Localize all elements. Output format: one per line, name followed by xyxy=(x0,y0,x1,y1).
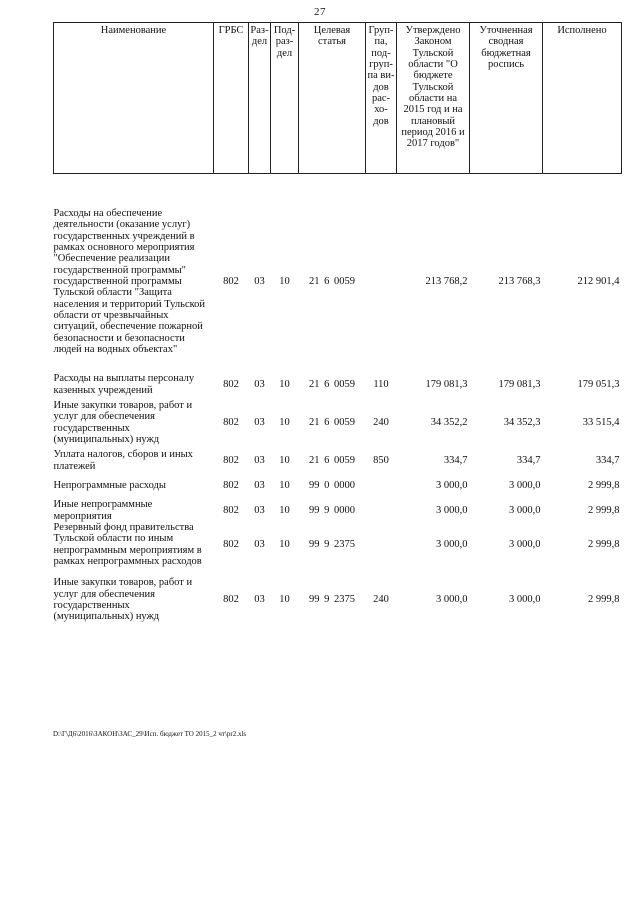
row-ispolneno: 2 999,8 xyxy=(588,504,620,516)
row-podrazdel: 10 xyxy=(279,454,290,466)
row-grbs: 802 xyxy=(223,504,239,516)
row-utochnennaya: 3 000,0 xyxy=(509,594,541,606)
row-celevaya: 21 6 0059 xyxy=(309,416,355,428)
table-row xyxy=(54,449,622,472)
row-celevaya: 99 9 2375 xyxy=(309,538,355,550)
table-row xyxy=(54,522,622,567)
table-row xyxy=(54,400,622,445)
spacer-row xyxy=(54,355,622,373)
row-razdel: 03 xyxy=(254,416,265,428)
header-celevaya: Целевая статья xyxy=(299,23,366,174)
header-utochnennaya: Уточненная сводная бюджетная роспись xyxy=(470,23,543,174)
row-utverzhdeno: 34 352,2 xyxy=(430,416,468,428)
row-utverzhdeno: 3 000,0 xyxy=(436,538,468,550)
row-vid xyxy=(366,499,397,522)
row-celevaya: 21 6 0059 xyxy=(309,454,355,466)
row-name: Иные закупки товаров, работ и услуг для обеспечения государственных (муниципальных) нужд xyxy=(53,577,193,623)
row-razdel: 03 xyxy=(254,454,265,466)
row-razdel: 03 xyxy=(254,275,265,287)
page-number: 27 xyxy=(314,6,326,18)
row-celevaya: 99 9 2375 xyxy=(309,594,355,606)
header-row xyxy=(54,23,622,174)
spacer-row xyxy=(54,174,622,209)
row-ispolneno: 212 901,4 xyxy=(577,275,620,287)
row-vid: 240 xyxy=(373,416,389,428)
row-utochnennaya: 213 768,3 xyxy=(498,275,541,287)
row-utochnennaya: 179 081,3 xyxy=(498,378,541,390)
header-ispolneno: Исполнено xyxy=(543,23,622,174)
row-razdel: 03 xyxy=(254,378,265,390)
row-name: Иные закупки товаров, работ и услуг для обеспечения государственных (муниципальных) нужд xyxy=(53,399,193,445)
row-vid xyxy=(366,208,397,355)
row-utochnennaya: 3 000,0 xyxy=(509,504,541,516)
table-row xyxy=(54,577,622,622)
row-grbs: 802 xyxy=(223,416,239,428)
row-ispolneno: 334,7 xyxy=(595,454,620,466)
table-row xyxy=(54,208,622,355)
budget-sheet xyxy=(53,22,622,623)
row-podrazdel: 10 xyxy=(279,378,290,390)
row-ispolneno: 2 999,8 xyxy=(588,538,620,550)
row-utverzhdeno: 3 000,0 xyxy=(436,504,468,516)
header-name: Наименование xyxy=(54,23,214,174)
row-name: Расходы на обеспечение деятельности (оказание услуг) государственных учреждений в рамках основного мероприятия "Обеспечение реализации государственной программы" государственной программы Тульской области "Защита населения и территорий Тульской области от чрезвычайных ситуаций, обеспечение пожарной безопасности и безопасности людей на водных объектах" xyxy=(53,208,206,355)
table-row xyxy=(54,373,622,396)
row-podrazdel: 10 xyxy=(279,538,290,550)
row-podrazdel: 10 xyxy=(279,479,290,491)
row-razdel: 03 xyxy=(254,479,265,491)
row-name: Резервный фонд правительства Тульской области по иным непрограммным мероприятиям в рамках непрограммных расходов xyxy=(53,521,202,567)
header-podrazdel: Под-раз-дел xyxy=(271,23,299,174)
row-grbs: 802 xyxy=(223,454,239,466)
row-podrazdel: 10 xyxy=(279,416,290,428)
row-utochnennaya: 3 000,0 xyxy=(509,479,541,491)
table-row xyxy=(54,499,622,522)
row-utverzhdeno: 334,7 xyxy=(443,454,468,466)
header-grbs: ГРБС xyxy=(214,23,249,174)
header-razdel: Раз-дел xyxy=(249,23,271,174)
row-vid: 110 xyxy=(373,378,389,390)
row-celevaya: 21 6 0059 xyxy=(309,378,355,390)
budget-table xyxy=(53,22,622,623)
row-celevaya: 21 6 0059 xyxy=(309,275,355,287)
row-utochnennaya: 3 000,0 xyxy=(509,538,541,550)
header-utverzhdeno: Утверждено Законом Тульской области "О бюджете Тульской области на 2015 год и на плановый период 2016 и 2017 годов" xyxy=(397,23,470,174)
row-celevaya: 99 0 0000 xyxy=(309,479,355,491)
table-row xyxy=(54,480,622,491)
row-utverzhdeno: 3 000,0 xyxy=(436,594,468,606)
row-name: Расходы на выплаты персоналу казенных учреждений xyxy=(53,373,195,396)
row-vid: 240 xyxy=(373,594,389,606)
row-podrazdel: 10 xyxy=(279,275,290,287)
row-razdel: 03 xyxy=(254,538,265,550)
row-utochnennaya: 334,7 xyxy=(516,454,541,466)
row-utverzhdeno: 3 000,0 xyxy=(436,479,468,491)
row-vid: 850 xyxy=(373,454,389,466)
row-name: Иные непрограммные мероприятия xyxy=(53,499,153,522)
row-utverzhdeno: 213 768,2 xyxy=(425,275,468,287)
row-celevaya: 99 9 0000 xyxy=(309,504,355,516)
row-podrazdel: 10 xyxy=(279,504,290,516)
row-grbs: 802 xyxy=(223,594,239,606)
row-razdel: 03 xyxy=(254,504,265,516)
row-ispolneno: 33 515,4 xyxy=(582,416,620,428)
file-path-footer: D:\Г\Д6\2016\ЗАКОН\ЗАС_29\Исп. бюджет ТО 2015_2 чт\pr2.xls xyxy=(53,730,247,738)
row-podrazdel: 10 xyxy=(279,594,290,606)
row-ispolneno: 2 999,8 xyxy=(588,594,620,606)
row-name: Непрограммные расходы xyxy=(53,479,166,491)
row-vid xyxy=(366,480,397,491)
row-ispolneno: 2 999,8 xyxy=(588,479,620,491)
row-razdel: 03 xyxy=(254,594,265,606)
row-vid xyxy=(366,522,397,567)
header-gruppa: Груп-па, под-груп-па ви-дов рас-хо-дов xyxy=(366,23,397,174)
row-name: Уплата налогов, сборов и иных платежей xyxy=(53,449,193,472)
row-ispolneno: 179 051,3 xyxy=(577,378,620,390)
row-utverzhdeno: 179 081,3 xyxy=(425,378,468,390)
row-grbs: 802 xyxy=(223,538,239,550)
row-grbs: 802 xyxy=(223,275,239,287)
row-utochnennaya: 34 352,3 xyxy=(503,416,541,428)
row-grbs: 802 xyxy=(223,378,239,390)
row-grbs: 802 xyxy=(223,479,239,491)
